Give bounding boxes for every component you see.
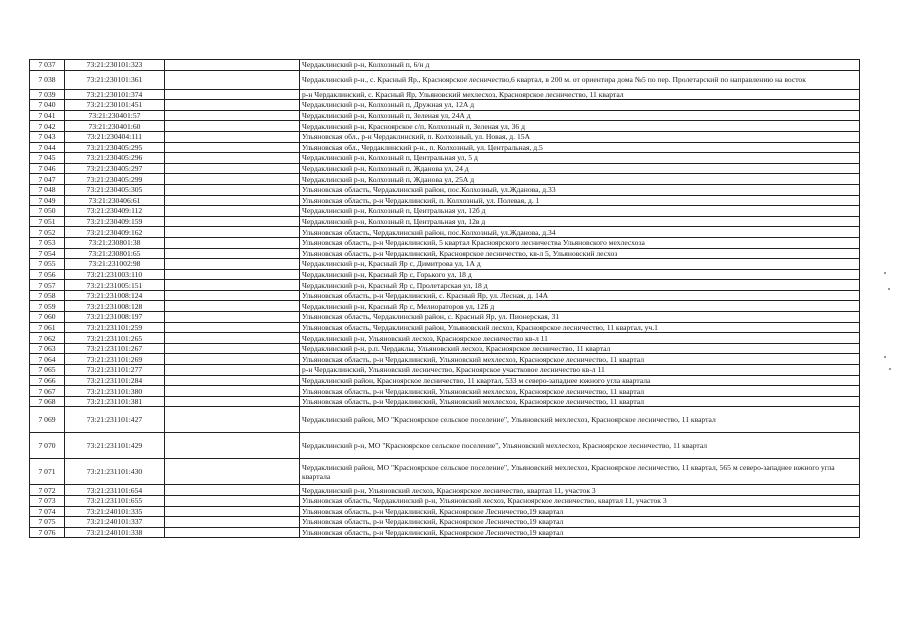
row-number: 7 050: [30, 206, 65, 217]
table-row: [30, 184, 860, 195]
address-cell: Ульяновская область, р-н Чердаклинский, Красноярское Лесничество,19 квартал: [300, 517, 860, 528]
table-row: [30, 142, 860, 153]
address-cell: Ульяновская область, р-н Чердаклинский, Ульяновский мехлесхоз, Красноярское лесничество, 11 квартал: [300, 386, 860, 397]
table-row: [30, 290, 860, 301]
cadastral-number: 73:21:230406:61: [65, 195, 165, 206]
table-row: [30, 227, 860, 238]
table-row: [30, 248, 860, 259]
cadastral-number: 73:21:240101:338: [65, 527, 165, 538]
address-cell: Ульяновская область, Чердаклинский р-н, Ульяновский лесхоз, Красноярское лесничество, квартал 11, участок 3: [300, 496, 860, 507]
address-cell: Чердаклинский район, Красноярское лесничество, 11 квартал, 533 м северо-западнее южного угла квартала: [300, 375, 860, 386]
table-row: [30, 506, 860, 517]
row-number: 7 049: [30, 195, 65, 206]
empty-cell: [165, 365, 300, 376]
row-number: 7 076: [30, 527, 65, 538]
table-row: [30, 322, 860, 333]
row-number: 7 051: [30, 216, 65, 227]
row-number: 7 070: [30, 433, 65, 459]
row-number: 7 071: [30, 459, 65, 485]
table-row: [30, 354, 860, 365]
address-cell: Ульяновская область, Чердаклинский район, Ульяновский лесхоз, Красноярское лесничество, 11 квартал, уч.1: [300, 322, 860, 333]
table-row: [30, 280, 860, 291]
table-row: [30, 121, 860, 132]
row-number: 7 073: [30, 496, 65, 507]
address-cell: Чердаклинский р-н, Ульяновский лесхоз, Красноярское лесничество кв-л 11: [300, 333, 860, 344]
address-cell: Чердаклинский р-н, Колхозный п, 6/н д: [300, 60, 860, 71]
table-row: [30, 70, 860, 89]
address-cell: Ульяновская область, р-н Чердаклинский, п. Колхозный, ул. Полевая, д. 1: [300, 195, 860, 206]
cadastral-number: 73:21:230801:38: [65, 237, 165, 248]
empty-cell: [165, 131, 300, 142]
empty-cell: [165, 333, 300, 344]
address-cell: Чердаклинский р-н, Колхозный п, Жданова ул, 25А д: [300, 174, 860, 185]
cadastral-number: 73:21:231005:151: [65, 280, 165, 291]
address-cell: Ульяновская область, р-н Чердаклинский, Красноярское Лесничество,19 квартал: [300, 527, 860, 538]
empty-cell: [165, 184, 300, 195]
empty-cell: [165, 248, 300, 259]
address-cell: Чердаклинский р-н, Красный Яр с, Пролетарская ул, 18 д: [300, 280, 860, 291]
cadastral-registry-table: [29, 59, 860, 538]
row-number: 7 048: [30, 184, 65, 195]
row-number: 7 074: [30, 506, 65, 517]
cadastral-number: 73:21:231101:427: [65, 407, 165, 433]
empty-cell: [165, 269, 300, 280]
cadastral-number: 73:21:230401:60: [65, 121, 165, 132]
table-row: [30, 407, 860, 433]
cadastral-number: 73:21:231101:655: [65, 496, 165, 507]
table-row: [30, 459, 860, 485]
table-row: [30, 496, 860, 507]
empty-cell: [165, 459, 300, 485]
address-cell: Чердаклинский р-н, Колхозный п, Центральная ул, 12б д: [300, 206, 860, 217]
address-cell: Чердаклинский район, МО "Красноярское сельское поселение", Ульяновский мехлесхоз, Красноярское лесничество, 11 квартал, 565 м северо-западнее южного угла квартала: [300, 459, 860, 485]
row-number: 7 056: [30, 269, 65, 280]
row-number: 7 057: [30, 280, 65, 291]
row-number: 7 039: [30, 89, 65, 100]
empty-cell: [165, 100, 300, 111]
address-cell: Ульяновская область, р-н Чердаклинский, 5 квартал Красноярского лесничества Ульяновского мехлесхоза: [300, 237, 860, 248]
row-number: 7 068: [30, 396, 65, 407]
empty-cell: [165, 60, 300, 71]
address-cell: Чердаклинский р-н, МО "Красноярское сельское поселение", Ульяновский мехлесхоз, Красноярское лесничество, 11 квартал: [300, 433, 860, 459]
cadastral-number: 73:21:231101:381: [65, 396, 165, 407]
address-cell: Чердаклинский р-н, Красный Яр с, Горького ул, 18 д: [300, 269, 860, 280]
empty-cell: [165, 433, 300, 459]
table-row: [30, 89, 860, 100]
row-number: 7 058: [30, 290, 65, 301]
scan-speck: [884, 272, 886, 274]
cadastral-number: 73:21:230101:374: [65, 89, 165, 100]
cadastral-number: 73:21:231101:265: [65, 333, 165, 344]
address-cell: Ульяновская область, Чердаклинский район, с. Красный Яр, ул. Пионерская, 31: [300, 312, 860, 323]
cadastral-number: 73:21:230405:296: [65, 153, 165, 164]
address-cell: Чердаклинский р-н, Колхозный п, Дружная ул, 12А д: [300, 100, 860, 111]
empty-cell: [165, 301, 300, 312]
empty-cell: [165, 89, 300, 100]
empty-cell: [165, 354, 300, 365]
address-cell: Чердаклинский р-н, Колхозный п, Центральная ул, 12в д: [300, 216, 860, 227]
empty-cell: [165, 174, 300, 185]
table-row: [30, 527, 860, 538]
row-number: 7 062: [30, 333, 65, 344]
address-cell: Чердаклинский р-н, Красноярское с/п, Колхозный п, Зеленая ул, 36 д: [300, 121, 860, 132]
row-number: 7 044: [30, 142, 65, 153]
empty-cell: [165, 259, 300, 270]
cadastral-number: 73:21:230101:361: [65, 70, 165, 89]
cadastral-number: 73:21:231008:197: [65, 312, 165, 323]
cadastral-number: 73:21:230404:111: [65, 131, 165, 142]
table-row: [30, 485, 860, 496]
table-row: [30, 396, 860, 407]
cadastral-number: 73:21:231002:98: [65, 259, 165, 270]
row-number: 7 054: [30, 248, 65, 259]
table-row: [30, 163, 860, 174]
empty-cell: [165, 407, 300, 433]
address-cell: Чердаклинский р-н, Красный Яр с, Мелиораторов ул, 12Б д: [300, 301, 860, 312]
address-cell: р-н Чердаклинский, с. Красный Яр, Ульяновский мехлесхоз, Красноярское лесничество, 11 квартал: [300, 89, 860, 100]
registry-body: [30, 60, 860, 538]
table-row: [30, 333, 860, 344]
row-number: 7 037: [30, 60, 65, 71]
row-number: 7 038: [30, 70, 65, 89]
row-number: 7 047: [30, 174, 65, 185]
cadastral-number: 73:21:231101:284: [65, 375, 165, 386]
empty-cell: [165, 322, 300, 333]
address-cell: Чердаклинский р-н, Ульяновский лесхоз, Красноярское лесничество, квартал 11, участок 3: [300, 485, 860, 496]
cadastral-number: 73:21:231101:429: [65, 433, 165, 459]
empty-cell: [165, 216, 300, 227]
address-cell: Ульяновская область, Чердаклинский район, пос.Колхозный, ул.Жданова, д.33: [300, 184, 860, 195]
cadastral-number: 73:21:230405:297: [65, 163, 165, 174]
cadastral-number: 73:21:230405:299: [65, 174, 165, 185]
cadastral-number: 73:21:230409:112: [65, 206, 165, 217]
empty-cell: [165, 206, 300, 217]
address-cell: Чердаклинский р-н, Колхозный п, Жданова ул, 24 д: [300, 163, 860, 174]
table-row: [30, 110, 860, 121]
empty-cell: [165, 153, 300, 164]
row-number: 7 069: [30, 407, 65, 433]
address-cell: Ульяновская область, Чердаклинский район, пос.Колхозный, ул.Жданова, д.34: [300, 227, 860, 238]
empty-cell: [165, 163, 300, 174]
row-number: 7 041: [30, 110, 65, 121]
table-row: [30, 131, 860, 142]
row-number: 7 066: [30, 375, 65, 386]
empty-cell: [165, 142, 300, 153]
row-number: 7 075: [30, 517, 65, 528]
address-cell: Ульяновская область, р-н Чердаклинский, Красноярское лесничество, кв-л 5, Ульяновский лесхоз: [300, 248, 860, 259]
address-cell: Ульяновская область, р-н Чердаклинский, Ульяновский мехлесхоз, Красноярское лесничество, 11 квартал: [300, 396, 860, 407]
cadastral-number: 73:21:240101:335: [65, 506, 165, 517]
empty-cell: [165, 496, 300, 507]
empty-cell: [165, 195, 300, 206]
cadastral-number: 73:21:230409:159: [65, 216, 165, 227]
row-number: 7 065: [30, 365, 65, 376]
cadastral-number: 73:21:240101:337: [65, 517, 165, 528]
cadastral-number: 73:21:231003:110: [65, 269, 165, 280]
empty-cell: [165, 343, 300, 354]
table-row: [30, 60, 860, 71]
cadastral-number: 73:21:231101:277: [65, 365, 165, 376]
empty-cell: [165, 386, 300, 397]
address-cell: Чердаклинский р-н, р.п. Чердаклы, Ульяновский лесхоз, Красноярское лесничество, 11 квартал: [300, 343, 860, 354]
empty-cell: [165, 375, 300, 386]
table-row: [30, 153, 860, 164]
row-number: 7 061: [30, 322, 65, 333]
table-row: [30, 269, 860, 280]
address-cell: Ульяновская область, р-н Чердаклинский, Ульяновский мехлесхоз, Красноярское лесничество, 11 квартал: [300, 354, 860, 365]
row-number: 7 045: [30, 153, 65, 164]
empty-cell: [165, 527, 300, 538]
table-row: [30, 375, 860, 386]
cadastral-number: 73:21:231101:269: [65, 354, 165, 365]
table-row: [30, 301, 860, 312]
table-row: [30, 216, 860, 227]
empty-cell: [165, 290, 300, 301]
cadastral-number: 73:21:231101:654: [65, 485, 165, 496]
empty-cell: [165, 517, 300, 528]
cadastral-number: 73:21:230401:57: [65, 110, 165, 121]
empty-cell: [165, 227, 300, 238]
row-number: 7 055: [30, 259, 65, 270]
cadastral-number: 73:21:231008:128: [65, 301, 165, 312]
row-number: 7 063: [30, 343, 65, 354]
table-row: [30, 195, 860, 206]
scan-speck: [889, 368, 891, 370]
cadastral-number: 73:21:230405:305: [65, 184, 165, 195]
empty-cell: [165, 110, 300, 121]
address-cell: Чердаклинский р-н, Колхозный п, Центральная ул, 5 д: [300, 153, 860, 164]
address-cell: р-н Чердаклинский, Ульяновский лесничество, Красноярское участковое лесничество кв-л 11: [300, 365, 860, 376]
cadastral-number: 73:21:231101:259: [65, 322, 165, 333]
empty-cell: [165, 237, 300, 248]
address-cell: Ульяновская обл., Чердаклинский р-н., п. Колхозный, ул. Центральная, д.5: [300, 142, 860, 153]
row-number: 7 040: [30, 100, 65, 111]
cadastral-number: 73:21:230409:162: [65, 227, 165, 238]
table-row: [30, 237, 860, 248]
row-number: 7 042: [30, 121, 65, 132]
row-number: 7 060: [30, 312, 65, 323]
table-row: [30, 517, 860, 528]
address-cell: Чердаклинский район, МО "Красноярское сельское поселение", Ульяновский мехлесхоз, Красноярское лесничество, 11 квартал: [300, 407, 860, 433]
table-row: [30, 259, 860, 270]
empty-cell: [165, 485, 300, 496]
address-cell: Ульяновская область, р-н Чердаклинский, с. Красный Яр, ул. Лесная, д. 14А: [300, 290, 860, 301]
table-row: [30, 312, 860, 323]
row-number: 7 072: [30, 485, 65, 496]
address-cell: Ульяновская обл., р-н Чердаклинский, п. Колхозный, ул. Новая, д. 15А: [300, 131, 860, 142]
cadastral-number: 73:21:231101:380: [65, 386, 165, 397]
table-row: [30, 433, 860, 459]
row-number: 7 053: [30, 237, 65, 248]
empty-cell: [165, 121, 300, 132]
table-row: [30, 174, 860, 185]
row-number: 7 043: [30, 131, 65, 142]
cadastral-number: 73:21:231101:430: [65, 459, 165, 485]
table-row: [30, 365, 860, 376]
scan-speck: [888, 288, 890, 290]
row-number: 7 059: [30, 301, 65, 312]
empty-cell: [165, 506, 300, 517]
address-cell: Чердаклинский р-н, Красный Яр с, Димитрова ул, 1А д: [300, 259, 860, 270]
empty-cell: [165, 280, 300, 291]
empty-cell: [165, 396, 300, 407]
address-cell: Чердаклинский р-н, Колхозный п, Зеленая ул, 24А д: [300, 110, 860, 121]
row-number: 7 064: [30, 354, 65, 365]
table-row: [30, 206, 860, 217]
cadastral-number: 73:21:230101:451: [65, 100, 165, 111]
address-cell: Ульяновская область, р-н Чердаклинский, Красноярское Лесничество,19 квартал: [300, 506, 860, 517]
empty-cell: [165, 70, 300, 89]
cadastral-number: 73:21:231101:267: [65, 343, 165, 354]
row-number: 7 067: [30, 386, 65, 397]
row-number: 7 046: [30, 163, 65, 174]
empty-cell: [165, 312, 300, 323]
scan-speck: [884, 356, 886, 358]
table-row: [30, 100, 860, 111]
cadastral-number: 73:21:230801:65: [65, 248, 165, 259]
row-number: 7 052: [30, 227, 65, 238]
address-cell: Чердаклинский р-н., с. Красный Яр., Красноярское лесничество,6 квартал, в 200 м. от ориентира дома №5 по пер. Пролетарский по направлению на восток: [300, 70, 860, 89]
cadastral-number: 73:21:230101:323: [65, 60, 165, 71]
table-row: [30, 386, 860, 397]
table-row: [30, 343, 860, 354]
cadastral-number: 73:21:231008:124: [65, 290, 165, 301]
cadastral-number: 73:21:230405:295: [65, 142, 165, 153]
